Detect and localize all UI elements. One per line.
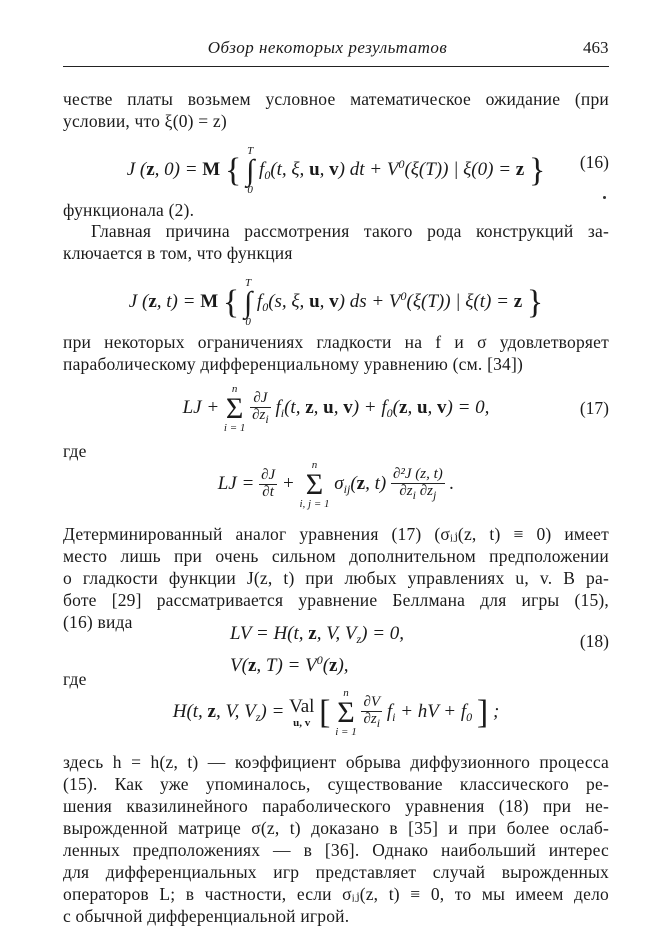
equation-number-18: (18) [579, 631, 609, 651]
text-line: (15). Как уже упоминалось, существование классического ре- [63, 774, 609, 794]
equation-18-line1: LV = H(t, z, V, $V_z) = 0$, [230, 623, 405, 646]
text-line: для дифференциальных игр представляет случай вырожденных [63, 862, 609, 882]
page-number: 463 [583, 38, 609, 57]
text-line: ленных предположениях — в [36]. Однако наибольший интерес [63, 840, 609, 860]
text-line: место лишь при очень сильном дополнительном предположении [63, 546, 609, 566]
text-line: где [63, 441, 87, 461]
text-line: Главная причина рассмотрения такого рода конструкций за- [91, 221, 609, 241]
text-line: (16) вида [63, 612, 133, 632]
equation-18-line2: V(z, $T) = V^0(z)$, [230, 653, 349, 676]
equation-number-17: (17) [579, 398, 609, 418]
text-line: операторов L; в частности, если σᵢⱼ(z, t) ≡ 0, то мы имеем дело [63, 884, 609, 904]
text-line: боте [29] рассматривается уравнение Беллмана для игры (15), [63, 590, 609, 610]
text-line: вырожденной матрице σ(z, t) доказано в [35] и при более ослаб- [63, 818, 609, 838]
text-line: Детерминированный аналог уравнения (17) (σᵢⱼ(z, t) ≡ 0) имеет [63, 524, 609, 544]
text-line: ключается в том, что функция [63, 243, 293, 263]
text-line: о гладкости функции J(z, t) при любых управлениях u, v. В ра- [63, 568, 609, 588]
text-line: с обычной дифференциальной игрой. [63, 906, 350, 926]
text-line: параболическому дифференциальному уравнению (см. [34]) [63, 354, 524, 374]
equation-lj: LJ = $\frac{\partial J}{\partial t}$ + n Σ i, j = 1 $\sigma_{ij}(z$, t) $\frac{\text{∂²J (z, t)}}{\partial z_i \partial z_j}$ . [217, 458, 455, 510]
equation-17: LJ + n Σ i = 1 $\frac{\partial J}{\partial z_i}$ $f_i(t$, z, u, $v) + f_0(z$, u, v) = 0, [182, 382, 490, 434]
running-header-title: Обзор некоторых результатов [207, 38, 448, 57]
text-line: шения квазилинейного параболического уравнения (18) при не- [63, 796, 609, 816]
equation-16: J (z, 0) = M { T ∫ 0 $f_0(t$, ξ, u, v) dt + $V^0(\xi(T))$ | ξ(0) = z } [126, 144, 546, 196]
equation-h: H(t, z, V, $V_z$) = Val u, v [ n Σ i = 1 $\frac{\partial V}{\partial z_i}$ $f_i$ + hV + $f_0$ ] ; [172, 686, 500, 738]
stray-dot [603, 196, 606, 199]
text-line: где [63, 669, 87, 689]
text-line: функционала (2). [63, 200, 195, 220]
text-line: условии, что ξ(0) = z) [63, 111, 227, 131]
text-line: здесь h = h(z, t) — коэффициент обрыва диффузионного процесса [63, 752, 609, 772]
equation-j: J (z, t) = M { T ∫ 0 $f_0(s$, ξ, u, v) ds + $V^0(\xi(T))$ | ξ(t) = z } [128, 276, 544, 328]
text-line: при некоторых ограничениях гладкости на f и σ удовлетворяет [63, 332, 609, 352]
header-rule [63, 66, 609, 67]
text-line: честве платы возьмем условное математическое ожидание (при [63, 89, 609, 109]
equation-number-16: (16) [579, 152, 609, 172]
